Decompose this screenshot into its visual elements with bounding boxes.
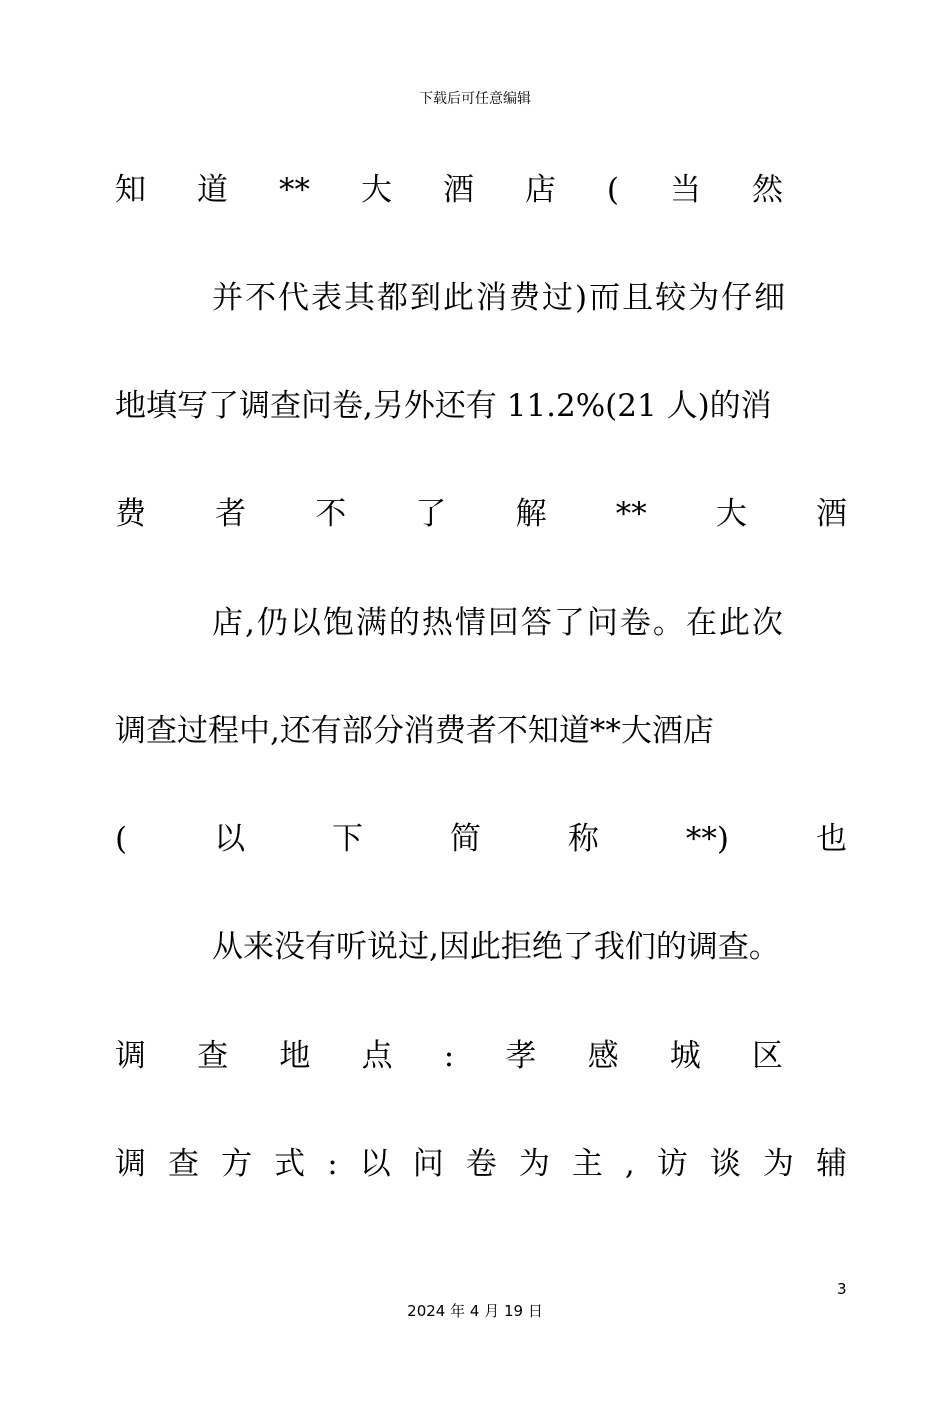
text-char: (	[606, 172, 620, 208]
text-char: 访	[656, 1146, 688, 1182]
text-line-2: 并不代表其都到此消费过)而且较为仔细	[212, 280, 788, 316]
text-char: 知	[115, 172, 146, 208]
text-char: 酒	[442, 172, 474, 208]
text-char: 调	[115, 1146, 146, 1182]
text-char: 式	[274, 1146, 306, 1182]
text-char: 城	[669, 1038, 701, 1074]
footer-date: 2024 年 4 月 19 日	[407, 1302, 543, 1320]
text-line-4	[115, 494, 847, 534]
text-line-8: 从来没有听说过,因此拒绝了我们的调查。	[212, 929, 780, 965]
text-char: 主	[571, 1146, 603, 1182]
text-line-9	[115, 1036, 783, 1076]
text-char: 简	[449, 821, 481, 857]
text-char: 区	[751, 1038, 783, 1074]
text-char: 感	[587, 1038, 619, 1074]
text-char: 不	[315, 496, 347, 532]
text-char: 辅	[815, 1146, 847, 1182]
page-number: 3	[837, 1280, 847, 1298]
text-char: **	[615, 496, 647, 532]
text-char: :	[443, 1038, 455, 1074]
text-char: 称	[567, 821, 599, 857]
text-char: 孝	[505, 1038, 537, 1074]
text-line-5: 店,仍以饱满的热情回答了问卷。在此次	[212, 605, 785, 641]
text-char: 费	[115, 496, 146, 532]
text-char: 当	[670, 172, 701, 208]
text-line-1	[115, 170, 783, 210]
text-char: 问	[412, 1146, 444, 1182]
text-line-6: 调查过程中,还有部分消费者不知道**大酒店	[115, 713, 714, 749]
text-char: 为	[518, 1146, 550, 1182]
text-char: 为	[762, 1146, 794, 1182]
text-char: 地	[279, 1038, 311, 1074]
text-char: **	[278, 172, 310, 208]
text-char: 大	[360, 172, 392, 208]
text-char: (	[115, 821, 128, 857]
text-char: 点	[361, 1038, 393, 1074]
text-char: **)	[685, 821, 729, 857]
text-char: 店	[524, 172, 556, 208]
text-char: 大	[715, 496, 747, 532]
page-header: 下载后可任意编辑	[419, 91, 531, 107]
text-char: 卷	[465, 1146, 497, 1182]
text-char: 道	[196, 172, 228, 208]
text-char: 以	[359, 1146, 391, 1182]
text-char: 以	[214, 821, 246, 857]
text-char: 酒	[815, 496, 847, 532]
text-char: 者	[215, 496, 247, 532]
text-char: ,	[624, 1146, 635, 1182]
text-char: 下	[332, 821, 364, 857]
text-char: 调	[115, 1038, 146, 1074]
text-char: 解	[515, 496, 547, 532]
text-line-7	[115, 819, 847, 859]
text-char: 查	[197, 1038, 229, 1074]
text-char: 了	[415, 496, 447, 532]
text-char: 方	[221, 1146, 253, 1182]
text-line-3: 地填写了调查问卷,另外还有 11.2%(21 人)的消	[115, 388, 772, 424]
text-line-10	[115, 1144, 847, 1184]
text-char: :	[327, 1146, 338, 1182]
text-char: 查	[168, 1146, 200, 1182]
text-char: 然	[751, 172, 783, 208]
text-char: 谈	[709, 1146, 741, 1182]
text-char: 也	[815, 821, 847, 857]
